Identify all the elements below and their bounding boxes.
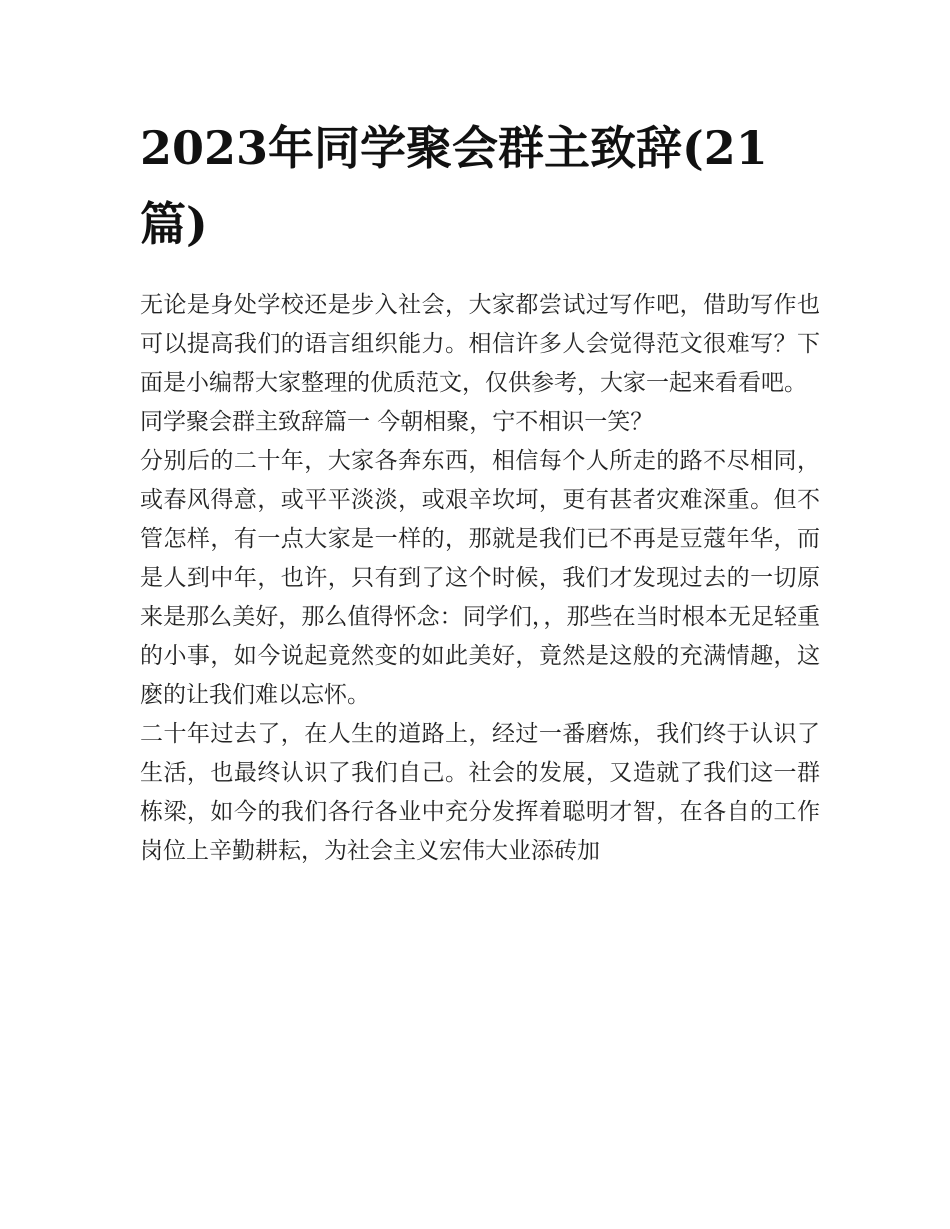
document-title: 2023年同学聚会群主致辞(21篇) <box>140 121 768 251</box>
body-paragraph: 分别后的二十年，大家各奔东西，相信每个人所走的路不尽相同，或春风得意，或平平淡淡，或艰辛坎坷，更有甚者灾难深重。但不管怎样，有一点大家是一样的，那就是我们已不再是豆蔻年华，而是人到中年，也许，只有到了这个时候，我们才发现过去的一切原来是那么美好，那么值得怀念：同学们，，那些在当时根本无足轻重的小事，如今说起竟然变的如此美好，竟然是这般的充满情趣，这麽的让我们难以忘怀。 <box>140 448 820 708</box>
section-heading: 同学聚会群主致辞篇一 今朝相聚，宁不相识一笑？ <box>140 409 654 435</box>
document-body <box>140 110 820 871</box>
intro-paragraph: 无论是身处学校还是步入社会，大家都尝试过写作吧，借助写作也可以提高我们的语言组织能力。相信许多人会觉得范文很难写？下面是小编帮大家整理的优质范文，仅供参考，大家一起来看看吧。 <box>140 292 820 396</box>
body-paragraph: 二十年过去了，在人生的道路上，经过一番磨炼，我们终于认识了生活，也最终认识了我们自己。社会的发展，又造就了我们这一群栋梁，如今的我们各行各业中充分发挥着聪明才智，在各自的工作岗位上辛勤耕耘，为社会主义宏伟大业添砖加 <box>140 721 820 864</box>
